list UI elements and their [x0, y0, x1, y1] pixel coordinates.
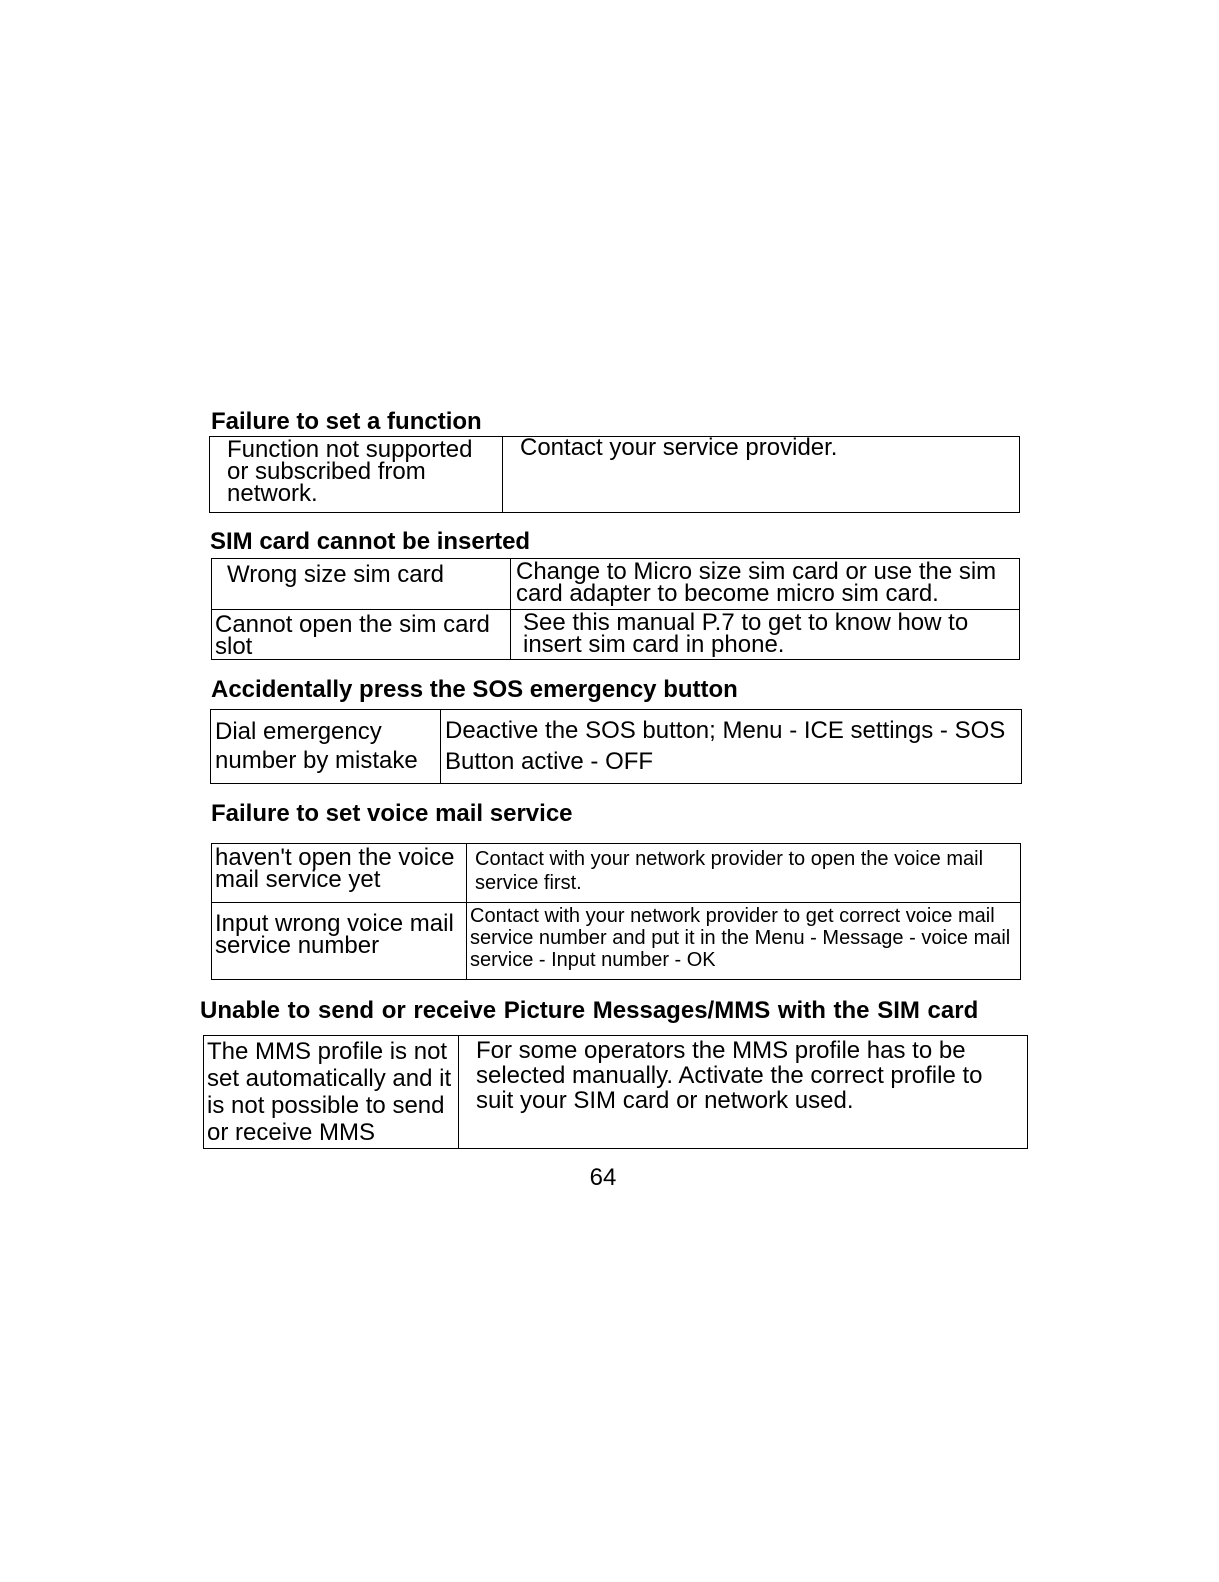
section-heading-failure-to-set-function: Failure to set a function	[211, 408, 482, 435]
page-number: 64	[589, 1164, 617, 1191]
solution-cell: Change to Micro size sim card or use the sim card adapter to become micro sim card.	[511, 559, 1020, 610]
table-row	[212, 559, 1020, 610]
problem-cell: haven't open the voice mail service yet	[212, 844, 467, 903]
solution-cell: See this manual P.7 to get to know how to insert sim card in phone.	[511, 610, 1020, 660]
table-row	[212, 610, 1020, 660]
table-row	[204, 1036, 1028, 1149]
table-row	[212, 903, 1021, 980]
problem-cell: Dial emergency number by mistake	[211, 710, 441, 784]
solution-cell: For some operators the MMS profile has to be selected manually. Activate the correct profile to suit your SIM card or network used.	[459, 1036, 1028, 1149]
solution-cell: Contact with your network provider to open the voice mail service first.	[467, 844, 1021, 903]
table-row	[210, 437, 1020, 513]
troubleshooting-table-voice-mail	[211, 843, 1021, 980]
troubleshooting-table-sim-card	[211, 558, 1020, 660]
solution-cell: Contact with your network provider to get correct voice mail service number and put it in the Menu - Message - voice mail service - Input number - OK	[467, 903, 1021, 980]
problem-cell: Function not supported or subscribed from network.	[210, 437, 503, 513]
section-heading-mms: Unable to send or receive Picture Messages/MMS with the SIM card	[200, 997, 979, 1024]
solution-cell: Contact your service provider.	[503, 437, 1020, 513]
troubleshooting-table-function	[209, 436, 1020, 513]
table-row	[212, 844, 1021, 903]
problem-cell: Wrong size sim card	[212, 559, 511, 610]
section-heading-voice-mail-service: Failure to set voice mail service	[211, 800, 573, 827]
section-heading-sos-emergency-button: Accidentally press the SOS emergency button	[211, 676, 738, 703]
troubleshooting-table-mms	[203, 1035, 1028, 1149]
table-row	[211, 710, 1022, 784]
problem-cell: Input wrong voice mail service number	[212, 903, 467, 980]
solution-cell: Deactive the SOS button; Menu - ICE settings - SOS Button active - OFF	[441, 710, 1022, 784]
problem-cell: Cannot open the sim card slot	[212, 610, 511, 660]
section-heading-sim-card-cannot-be-inserted: SIM card cannot be inserted	[210, 528, 531, 555]
troubleshooting-table-sos	[210, 709, 1022, 784]
problem-cell: The MMS profile is not set automatically and it is not possible to send or receive MMS	[204, 1036, 459, 1149]
